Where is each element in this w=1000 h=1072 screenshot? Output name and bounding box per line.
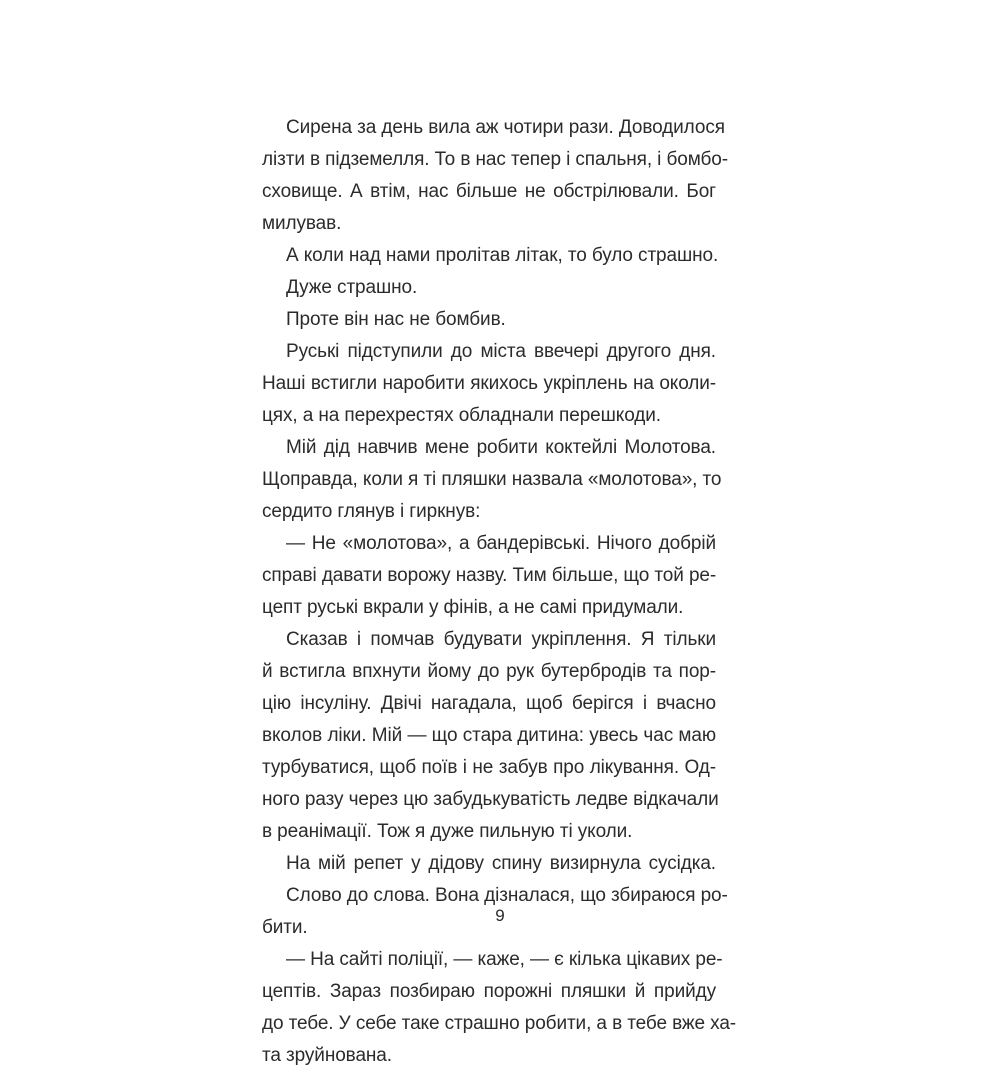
text-line: цях, а на перехрестях обладнали перешкоди. bbox=[262, 405, 661, 426]
text-line: бити. bbox=[262, 917, 308, 938]
text-line: турбуватися, щоб поїв і не забув про лікування. Од- bbox=[262, 757, 716, 778]
text-line: лізти в підземелля. То в нас тепер і спальня, і бомбо- bbox=[262, 149, 728, 170]
text-line: цію інсуліну. Двічі нагадала, щоб берігся і вчасно bbox=[262, 693, 716, 714]
text-line: А коли над нами пролітав літак, то було страшно. bbox=[286, 245, 719, 266]
text-line: Дуже страшно. bbox=[286, 277, 418, 298]
text-line: Проте він нас не бомбив. bbox=[286, 309, 506, 330]
text-line: цептів. Зараз позбираю порожні пляшки й прийду bbox=[262, 981, 716, 1002]
text-line: — На сайті поліції, — каже, — є кілька цікавих ре- bbox=[286, 949, 723, 970]
page-number: 9 bbox=[495, 906, 505, 925]
text-line: Наші встигли наробити якихось укріплень на околи- bbox=[262, 373, 716, 394]
body-text bbox=[262, 112, 737, 1072]
text-line: справі давати ворожу назву. Тим більше, що той ре- bbox=[262, 565, 717, 586]
text-line: ного разу через цю забудькуватість ледве відкачали bbox=[262, 789, 719, 810]
text-line: й встигла впхнути йому до рук бутербродів та пор- bbox=[262, 661, 716, 682]
text-line: вколов ліки. Мій — що стара дитина: увесь час маю bbox=[262, 725, 716, 746]
text-line: цепт руські вкрали у фінів, а не самі придумали. bbox=[262, 597, 684, 618]
text-line: — Не «молотова», а бандерівські. Нічого добрій bbox=[286, 533, 716, 554]
text-line: Сказав і помчав будувати укріплення. Я тільки bbox=[286, 629, 716, 650]
text-line: милував. bbox=[262, 213, 342, 234]
text-line: Сирена за день вила аж чотири рази. Доводилося bbox=[286, 117, 725, 138]
text-line: На мій репет у дідову спину визирнула сусідка. bbox=[286, 853, 716, 874]
text-line: в реанімації. Тож я дуже пильную ті уколи. bbox=[262, 821, 633, 842]
text-line: Мій дід навчив мене робити коктейлі Молотова. bbox=[286, 437, 716, 458]
text-line: сховище. А втім, нас більше не обстрілювали. Бог bbox=[262, 181, 716, 202]
text-line: та зруйнована. bbox=[262, 1045, 392, 1066]
text-line: Руські підступили до міста ввечері другого дня. bbox=[286, 341, 716, 362]
text-line: Слово до слова. Вона дізналася, що збираюся ро- bbox=[286, 885, 728, 906]
text-line: до тебе. У себе таке страшно робити, а в тебе вже ха- bbox=[262, 1013, 737, 1034]
text-line: Щоправда, коли я ті пляшки назвала «молотова», то bbox=[262, 469, 722, 490]
text-line: сердито глянув і гиркнув: bbox=[262, 501, 481, 522]
